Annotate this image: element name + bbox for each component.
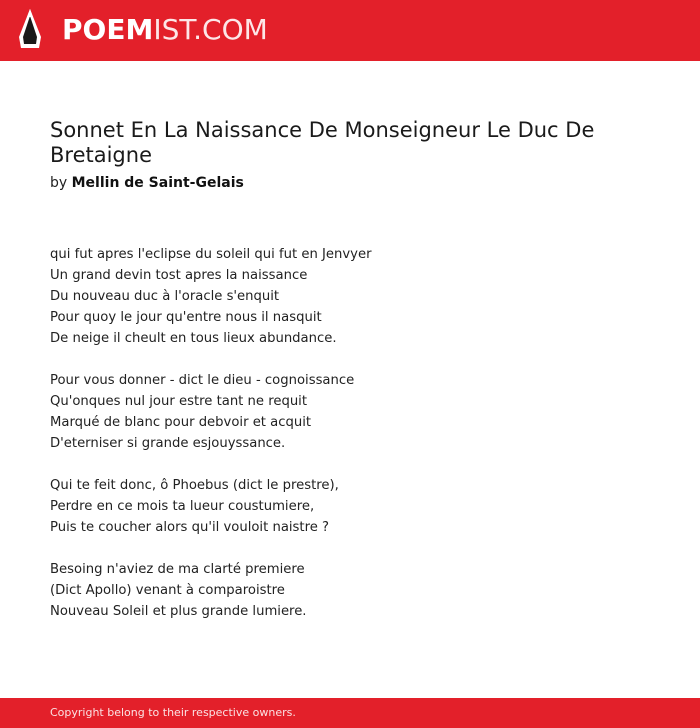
poem-line: Perdre en ce mois ta lueur coustumiere, xyxy=(50,499,315,514)
poem-line: Puis te coucher alors qu'il vouloit naistre ? xyxy=(50,520,330,535)
poem-line: Besoing n'aviez de ma clarté premiere xyxy=(50,562,305,577)
poem-line: Marqué de blanc pour debvoir et acquit xyxy=(50,415,312,430)
poem-line: Un grand devin tost apres la naissance xyxy=(50,268,308,283)
stanza xyxy=(50,244,650,349)
poem-line: Du nouveau duc à l'oracle s'enquit xyxy=(50,289,280,304)
poem-line: Pour quoy le jour qu'entre nous il nasquit xyxy=(50,310,322,325)
brand-name xyxy=(62,8,268,52)
poem-line: (Dict Apollo) venant à comparoistre xyxy=(50,583,285,598)
author-link[interactable]: Mellin de Saint-Gelais xyxy=(71,175,244,191)
stanza xyxy=(50,559,650,622)
site-footer xyxy=(0,698,700,728)
brand-bold-text: POEM xyxy=(62,13,154,46)
byline xyxy=(50,174,650,192)
copyright-notice: Copyright belong to their respective owners. xyxy=(50,706,296,719)
stanza xyxy=(50,370,650,454)
poem-header xyxy=(50,118,650,192)
poem-line: Nouveau Soleil et plus grande lumiere. xyxy=(50,604,307,619)
poem-title: Sonnet En La Naissance De Monseigneur Le Duc De Bretaigne xyxy=(50,118,595,167)
poem-line: Pour vous donner - dict le dieu - cognoissance xyxy=(50,373,355,388)
stanza xyxy=(50,475,650,538)
poem-line: D'eterniser si grande esjouyssance. xyxy=(50,436,286,451)
site-logo-link[interactable] xyxy=(18,8,268,52)
poem-line: qui fut apres l'eclipse du soleil qui fut en Jenvyer xyxy=(50,247,372,262)
brand-light-text: IST.COM xyxy=(153,13,268,46)
pencil-icon xyxy=(18,8,42,52)
site-header xyxy=(0,0,700,61)
poem-line: Qu'onques nul jour estre tant ne requit xyxy=(50,394,308,409)
poem-line: Qui te feit donc, ô Phoebus (dict le prestre), xyxy=(50,478,339,493)
poem-line: De neige il cheult en tous lieux abundance. xyxy=(50,331,337,346)
poem-body xyxy=(50,244,650,643)
by-label: by xyxy=(50,175,68,191)
